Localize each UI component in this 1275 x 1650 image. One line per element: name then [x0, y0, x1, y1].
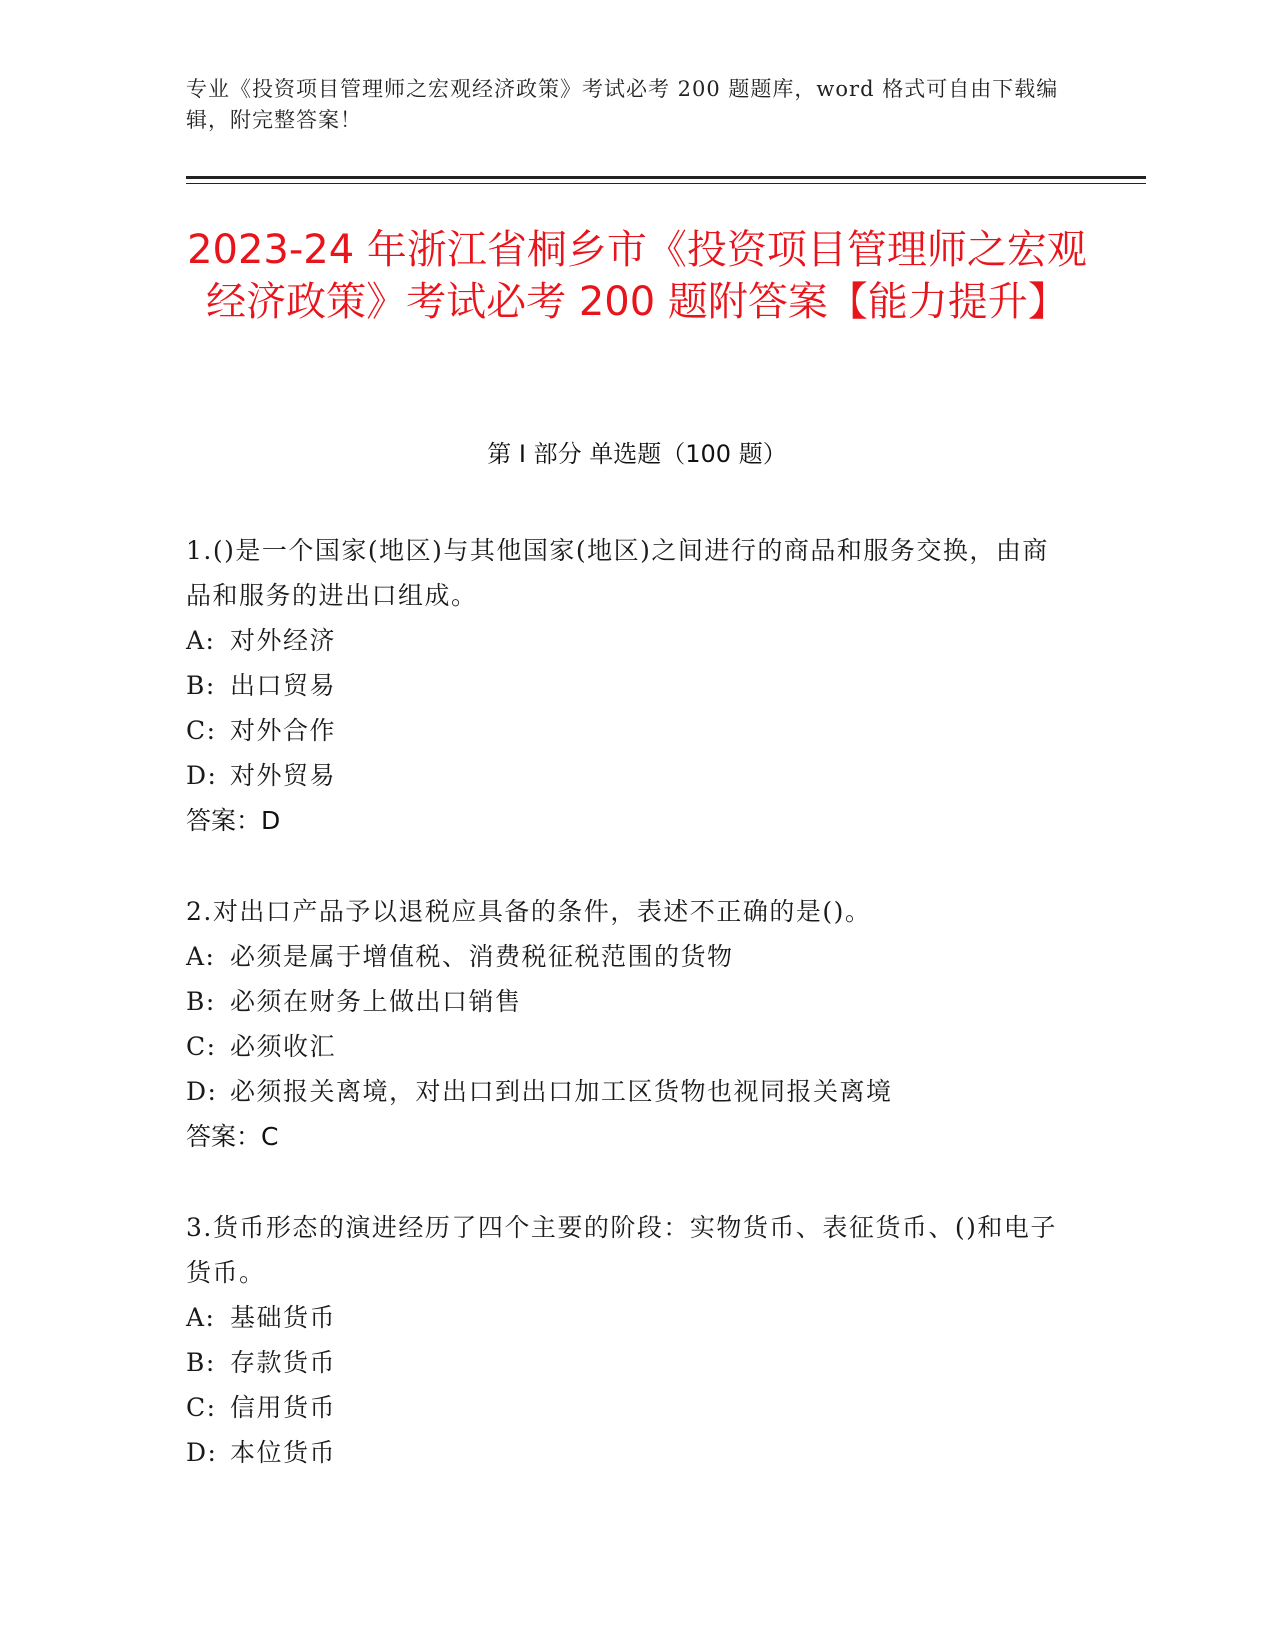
option-label: B: [186, 671, 216, 700]
answer-line [186, 798, 1066, 843]
option-d [186, 753, 1066, 798]
option-text: 必须在财务上做出口销售 [230, 987, 522, 1016]
option-text: 出口贸易 [230, 671, 337, 700]
option-label: C: [186, 1032, 217, 1061]
option-label: C: [186, 1393, 217, 1422]
option-label: A: [186, 1303, 216, 1332]
option-text: 对外合作 [230, 716, 337, 745]
option-label: B: [186, 1348, 216, 1377]
answer-prefix: 答案： [186, 806, 262, 835]
question-2 [186, 889, 1066, 1159]
header-rule-thin [186, 183, 1146, 184]
option-label: D: [186, 1077, 218, 1106]
option-text: 必须报关离境，对出口到出口加工区货物也视同报关离境 [230, 1077, 893, 1106]
question-list [186, 528, 1066, 1521]
option-label: D: [186, 761, 218, 790]
option-a [186, 934, 1066, 979]
option-text: 信用货币 [230, 1393, 337, 1422]
document-title: 2023-24 年浙江省桐乡市《投资项目管理师之宏观经济政策》考试必考 200 题附答案【能力提升】 [187, 227, 1087, 325]
option-b [186, 663, 1066, 708]
question-1 [186, 528, 1066, 843]
option-d [186, 1430, 1066, 1475]
option-a [186, 1295, 1066, 1340]
question-text: 2.对出口产品予以退税应具备的条件，表述不正确的是()。 [186, 897, 872, 926]
question-3 [186, 1205, 1066, 1475]
answer-value: D [261, 806, 281, 835]
answer-prefix: 答案： [186, 1122, 262, 1151]
option-text: 存款货币 [230, 1348, 337, 1377]
section-heading: 第 I 部分 单选题（100 题） [487, 440, 787, 468]
option-text: 必须收汇 [230, 1032, 337, 1061]
option-label: D: [186, 1438, 218, 1467]
option-d [186, 1069, 1066, 1114]
answer-value: C [261, 1122, 279, 1151]
header-note: 专业《投资项目管理师之宏观经济政策》考试必考 200 题题库，word 格式可自由下载编辑，附完整答案！ [186, 77, 1059, 132]
option-text: 必须是属于增值税、消费税征税范围的货物 [230, 942, 734, 971]
option-a [186, 618, 1066, 663]
option-label: A: [186, 626, 216, 655]
option-c [186, 1385, 1066, 1430]
option-label: C: [186, 716, 217, 745]
answer-line [186, 1114, 1066, 1159]
option-c [186, 708, 1066, 753]
option-text: 对外贸易 [230, 761, 337, 790]
question-text: 3.货币形态的演进经历了四个主要的阶段：实物货币、表征货币、()和电子货币。 [186, 1213, 1057, 1287]
option-text: 本位货币 [230, 1438, 337, 1467]
option-label: B: [186, 987, 216, 1016]
option-label: A: [186, 942, 216, 971]
question-text: 1.()是一个国家(地区)与其他国家(地区)之间进行的商品和服务交换，由商品和服务的进出口组成。 [186, 536, 1049, 610]
option-text: 基础货币 [230, 1303, 337, 1332]
option-c [186, 1024, 1066, 1069]
option-b [186, 1340, 1066, 1385]
option-text: 对外经济 [230, 626, 337, 655]
header-rule-thick [186, 176, 1146, 179]
option-b [186, 979, 1066, 1024]
